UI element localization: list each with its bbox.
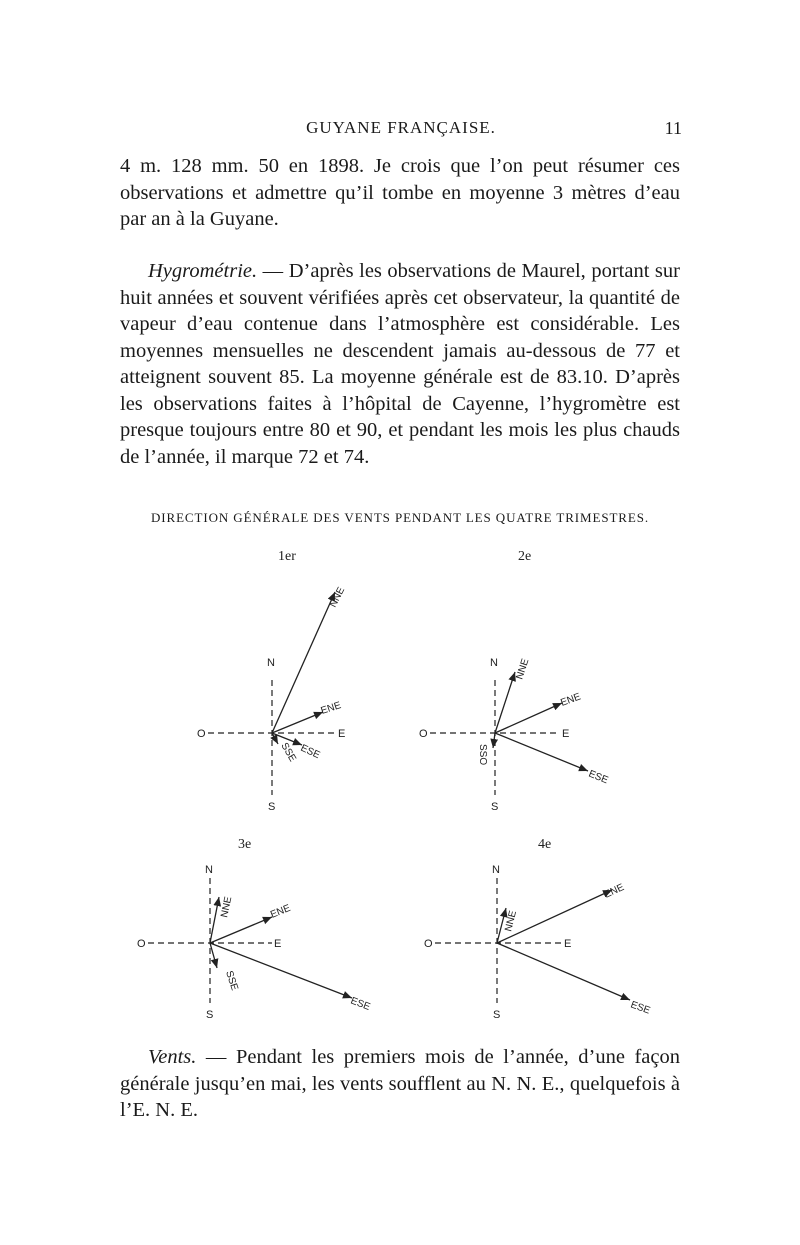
east-label: E	[274, 938, 282, 950]
south-label: S	[268, 801, 276, 813]
paragraph-rainfall: 4 m. 128 mm. 50 en 1898. Je crois que l’on peut résumer ces observations et admettre qu’il tombe en moyenne 3 mètres d’eau par an à la Guyane.	[120, 155, 680, 230]
vector-label-nne: NNE	[327, 585, 348, 610]
quarter-label: 2e	[518, 549, 532, 564]
quarter-label: 1er	[278, 549, 296, 564]
paragraph-winds	[120, 1044, 680, 1124]
vector-label-ese: ESE	[628, 999, 652, 1017]
running-title: GUYANE FRANÇAISE.	[306, 118, 496, 137]
vector-label-sso: SSO	[477, 744, 488, 766]
north-label: N	[492, 864, 500, 876]
vector-ene	[210, 917, 272, 943]
vector-ese	[497, 943, 630, 1000]
quarter-2-diagram	[419, 549, 610, 813]
west-label: O	[197, 728, 206, 740]
vector-nne	[210, 897, 219, 943]
east-label: E	[564, 938, 572, 950]
vector-label-ese: ESE	[348, 995, 372, 1013]
paragraph-hygrometry-text: — D’après les observations de Maurel, portant sur huit années et souvent vérifiées après cet observateur, la quantité de vapeur d’eau contenue dans l’atmosphère est considérable. Les moyennes mensuelles ne descendent jamais au-dessous de 77 et atteignent souvent 85. La moyenne générale est de 83.10. D’après les observations faites à l’hôpital de Cayenne, l’hygromètre est presque toujours entre 80 et 90, et pendant les mois les plus chauds de l’année, il marque 72 et 74.	[120, 260, 680, 468]
page-number: 11	[664, 118, 682, 138]
vector-label-nne: NNE	[503, 909, 520, 933]
south-label: S	[493, 1009, 501, 1021]
quarter-label: 3e	[238, 837, 252, 852]
vector-label-ene: ENE	[269, 902, 293, 921]
north-label: N	[205, 864, 213, 876]
paragraph-winds-text: — Pendant les premiers mois de l’année, d’une façon générale jusqu’en mai, les vents soufflent au N. N. E., quelquefois à l’E. N. E.	[120, 1046, 680, 1121]
east-label: E	[562, 728, 570, 740]
vector-label-ese: ESE	[586, 768, 610, 787]
west-label: O	[424, 938, 433, 950]
north-label: N	[490, 657, 498, 669]
vector-label-ese: ESE	[298, 742, 322, 762]
vector-label-nne: NNE	[219, 895, 235, 919]
vector-label-sse: SSE	[278, 741, 298, 764]
vector-label-ene: ENE	[559, 691, 583, 709]
quarter-1-diagram	[197, 549, 347, 813]
vector-label-ene: ENE	[319, 700, 343, 717]
south-label: S	[491, 801, 499, 813]
section-lead-winds: Vents.	[148, 1046, 197, 1068]
quarter-label: 4e	[538, 837, 552, 852]
east-label: E	[338, 728, 346, 740]
vector-nne	[495, 672, 515, 733]
figure-caption: DIRECTION GÉNÉRALE DES VENTS PENDANT LES QUATRE TRIMESTRES.	[151, 510, 649, 525]
quarter-4-diagram	[424, 837, 652, 1021]
west-label: O	[137, 938, 146, 950]
vector-label-nne: NNE	[514, 657, 532, 681]
quarter-3-diagram	[137, 837, 372, 1021]
west-label: O	[419, 728, 428, 740]
vector-sse	[210, 943, 217, 968]
north-label: N	[267, 657, 275, 669]
vector-label-ene: ENE	[602, 882, 626, 901]
vector-label-sse: SSE	[223, 969, 240, 992]
vector-ese	[495, 733, 588, 771]
section-lead-hygrometry: Hygrométrie.	[148, 260, 258, 282]
south-label: S	[206, 1009, 214, 1021]
vector-ene	[495, 703, 562, 733]
